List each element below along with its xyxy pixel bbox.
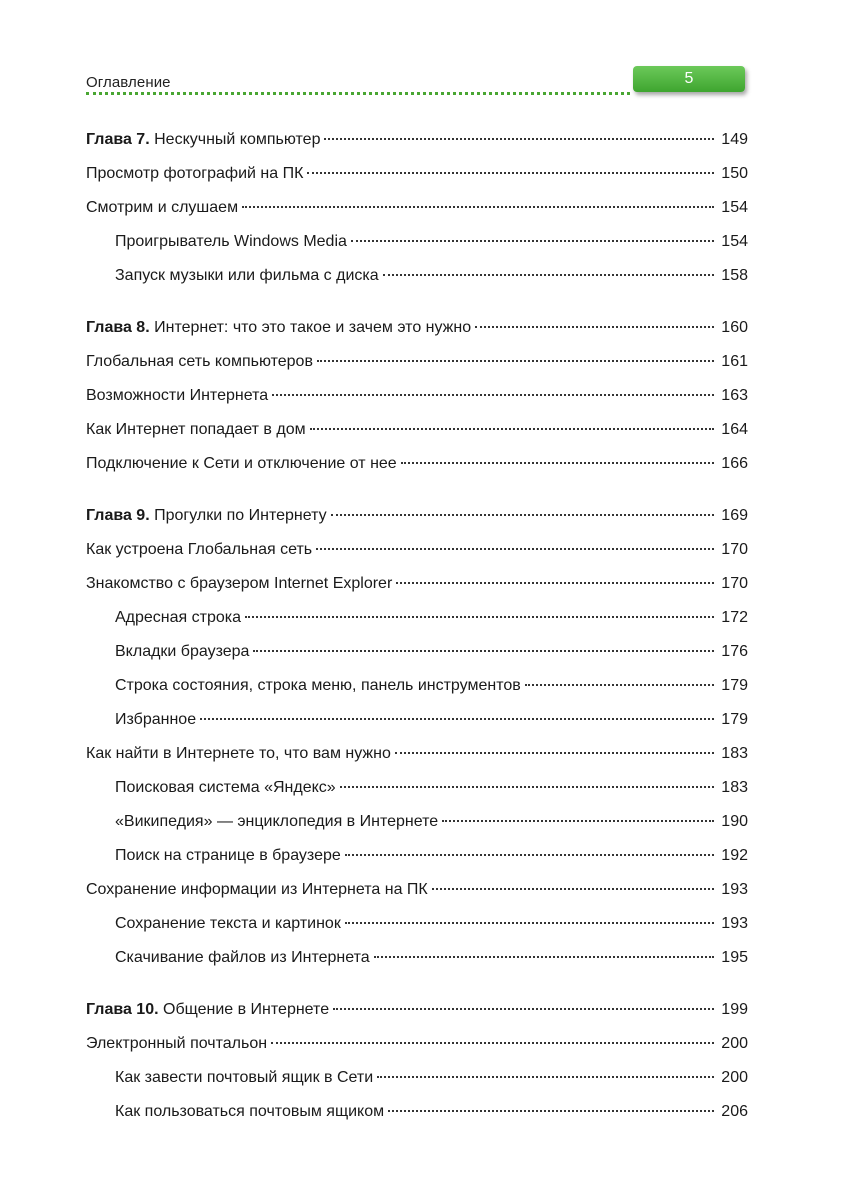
toc-subsection-row[interactable] xyxy=(86,839,748,873)
toc-entry-title: Как найти в Интернете то, что вам нужно xyxy=(86,745,391,762)
toc-entry-title: Как завести почтовый ящик в Сети xyxy=(115,1069,374,1086)
toc-entry-label xyxy=(115,669,521,703)
toc-subsection-row[interactable] xyxy=(86,771,748,805)
toc-entry-label xyxy=(86,447,397,481)
dot-leader xyxy=(401,462,714,464)
toc-entry-title: Избранное xyxy=(115,711,197,728)
dot-leader xyxy=(388,1110,714,1112)
toc-page-number: 166 xyxy=(721,455,748,472)
toc-entry-label xyxy=(86,1027,267,1061)
toc-section-row[interactable] xyxy=(86,1027,748,1061)
toc-section-row[interactable] xyxy=(86,567,748,601)
dot-leader xyxy=(272,394,714,396)
dot-leader xyxy=(242,206,714,208)
toc-subsection-row[interactable] xyxy=(86,1061,748,1095)
dot-leader xyxy=(331,514,714,516)
toc-entry-title: Запуск музыки или фильма с диска xyxy=(115,267,379,284)
dot-leader xyxy=(396,582,714,584)
toc-entry-title: Сохранение текста и картинок xyxy=(115,915,341,932)
page-header xyxy=(86,66,746,100)
toc-entry-label xyxy=(86,311,471,345)
dot-leader xyxy=(271,1042,714,1044)
toc-page-number: 161 xyxy=(721,353,748,370)
toc-entry-label xyxy=(115,941,370,975)
toc-entry-label xyxy=(86,157,303,191)
toc-entry-title: Проигрыватель Windows Media xyxy=(115,233,347,250)
toc-entry-label xyxy=(86,993,329,1027)
dot-leader xyxy=(374,956,714,958)
toc-entry-title: Поисковая система «Яндекс» xyxy=(115,779,336,796)
toc-entry-label xyxy=(115,805,438,839)
toc-page-number: 169 xyxy=(721,507,748,524)
dot-leader xyxy=(310,428,714,430)
toc-subsection-row[interactable] xyxy=(86,259,748,293)
dot-leader xyxy=(377,1076,714,1078)
toc-subsection-row[interactable] xyxy=(86,907,748,941)
toc-section-row[interactable] xyxy=(86,873,748,907)
toc-chapter-row[interactable] xyxy=(86,123,748,157)
toc-chapter-row[interactable] xyxy=(86,993,748,1027)
toc-page-number: 199 xyxy=(721,1001,748,1018)
dot-leader xyxy=(442,820,714,822)
toc-page-number: 164 xyxy=(721,421,748,438)
dot-leader xyxy=(324,138,714,140)
toc-page-number: 158 xyxy=(721,267,748,284)
toc-entry-label xyxy=(86,499,327,533)
toc-section-row[interactable] xyxy=(86,413,748,447)
toc-entry-title: Строка состояния, строка меню, панель инструментов xyxy=(115,677,521,694)
toc-entry-label xyxy=(86,567,392,601)
toc-subsection-row[interactable] xyxy=(86,703,748,737)
page-number-badge: 5 xyxy=(633,66,745,92)
toc-entry-label xyxy=(115,1095,384,1129)
dot-leader xyxy=(475,326,714,328)
toc-entry-title: Сохранение информации из Интернета на ПК xyxy=(86,881,428,898)
toc-entry-label xyxy=(115,839,341,873)
running-head-title: Оглавление xyxy=(86,74,171,91)
chapter-number: Глава 7. xyxy=(86,131,150,148)
toc-entry-title: Скачивание файлов из Интернета xyxy=(115,949,370,966)
toc-subsection-row[interactable] xyxy=(86,635,748,669)
toc-subsection-row[interactable] xyxy=(86,601,748,635)
toc-page-number: 149 xyxy=(721,131,748,148)
toc-entry-title: Интернет: что это такое и зачем это нужно xyxy=(154,319,472,336)
toc-subsection-row[interactable] xyxy=(86,225,748,259)
toc-section-row[interactable] xyxy=(86,157,748,191)
dot-leader xyxy=(383,274,714,276)
toc-page-number: 179 xyxy=(721,711,748,728)
toc-page-number: 190 xyxy=(721,813,748,830)
toc-page-number: 150 xyxy=(721,165,748,182)
toc-page-number: 154 xyxy=(721,233,748,250)
toc-section-row[interactable] xyxy=(86,737,748,771)
toc-page-number: 179 xyxy=(721,677,748,694)
toc-page-number: 200 xyxy=(721,1035,748,1052)
toc-page-number: 193 xyxy=(721,915,748,932)
toc-section-row[interactable] xyxy=(86,533,748,567)
toc-entry-label xyxy=(86,379,268,413)
dot-leader xyxy=(245,616,714,618)
toc-section-row[interactable] xyxy=(86,345,748,379)
toc-entry-label xyxy=(115,635,249,669)
toc-entry-title: Поиск на странице в браузере xyxy=(115,847,341,864)
dot-leader xyxy=(525,684,714,686)
toc-page-number: 192 xyxy=(721,847,748,864)
chapter-number: Глава 9. xyxy=(86,507,150,524)
dot-leader xyxy=(333,1008,714,1010)
toc-section-row[interactable] xyxy=(86,447,748,481)
toc-page-number: 172 xyxy=(721,609,748,626)
toc-entry-title: Просмотр фотографий на ПК xyxy=(86,165,304,182)
toc-entry-title: Глобальная сеть компьютеров xyxy=(86,353,313,370)
toc-page-number: 170 xyxy=(721,575,748,592)
toc-page-number: 206 xyxy=(721,1103,748,1120)
toc-entry-title: Смотрим и слушаем xyxy=(86,199,239,216)
toc-entry-title: Вкладки браузера xyxy=(115,643,250,660)
toc-entry-title: «Википедия» — энциклопедия в Интернете xyxy=(115,813,439,830)
toc-entry-label xyxy=(115,703,196,737)
toc-section-row[interactable] xyxy=(86,191,748,225)
toc-entry-title: Адресная строка xyxy=(115,609,242,626)
toc-page-number: 170 xyxy=(721,541,748,558)
toc-page-number: 183 xyxy=(721,779,748,796)
toc-page-number: 160 xyxy=(721,319,748,336)
toc-entry-label xyxy=(115,601,241,635)
dotted-divider xyxy=(86,92,630,95)
dot-leader xyxy=(316,548,714,550)
dot-leader xyxy=(307,172,714,174)
toc-entry-title: Общение в Интернете xyxy=(163,1001,330,1018)
toc-subsection-row[interactable] xyxy=(86,1095,748,1129)
toc-page-number: 200 xyxy=(721,1069,748,1086)
toc-entry-label xyxy=(86,345,313,379)
dot-leader xyxy=(395,752,714,754)
dot-leader xyxy=(351,240,714,242)
dot-leader xyxy=(340,786,714,788)
dot-leader xyxy=(253,650,714,652)
toc-entry-label xyxy=(86,123,320,157)
dot-leader xyxy=(432,888,714,890)
toc-section-row[interactable] xyxy=(86,379,748,413)
toc-entry-label xyxy=(86,873,428,907)
dot-leader xyxy=(345,922,714,924)
chapter-number: Глава 8. xyxy=(86,319,150,336)
toc-entry-title: Подключение к Сети и отключение от нее xyxy=(86,455,397,472)
toc-page-number: 195 xyxy=(721,949,748,966)
toc-page-number: 163 xyxy=(721,387,748,404)
toc-page-number: 176 xyxy=(721,643,748,660)
toc-entry-label xyxy=(115,1061,373,1095)
toc-page-number: 193 xyxy=(721,881,748,898)
toc-entry-title: Знакомство с браузером Internet Explorer xyxy=(86,575,393,592)
toc-entry-label xyxy=(115,771,336,805)
toc-chapter-row[interactable] xyxy=(86,311,748,345)
toc-chapter-row[interactable] xyxy=(86,499,748,533)
toc-entry-title: Как пользоваться почтовым ящиком xyxy=(115,1103,385,1120)
toc-entry-title: Электронный почтальон xyxy=(86,1035,268,1052)
toc-entry-title: Как Интернет попадает в дом xyxy=(86,421,306,438)
toc-entry-label xyxy=(86,191,238,225)
toc-page-number: 183 xyxy=(721,745,748,762)
toc-entry-title: Прогулки по Интернету xyxy=(154,507,327,524)
dot-leader xyxy=(345,854,714,856)
toc-entry-label xyxy=(115,225,347,259)
toc-entry-title: Возможности Интернета xyxy=(86,387,269,404)
dot-leader xyxy=(200,718,714,720)
toc-entry-title: Нескучный компьютер xyxy=(154,131,321,148)
toc-subsection-row[interactable] xyxy=(86,669,748,703)
chapter-number: Глава 10. xyxy=(86,1001,159,1018)
toc-entry-title: Как устроена Глобальная сеть xyxy=(86,541,313,558)
toc-entry-label xyxy=(86,737,391,771)
toc-entry-label xyxy=(115,907,341,941)
dot-leader xyxy=(317,360,714,362)
toc-page-number: 154 xyxy=(721,199,748,216)
toc-subsection-row[interactable] xyxy=(86,941,748,975)
toc-entry-label xyxy=(86,413,306,447)
toc-entry-label xyxy=(115,259,379,293)
table-of-contents xyxy=(86,123,748,1129)
toc-entry-label xyxy=(86,533,312,567)
toc-subsection-row[interactable] xyxy=(86,805,748,839)
